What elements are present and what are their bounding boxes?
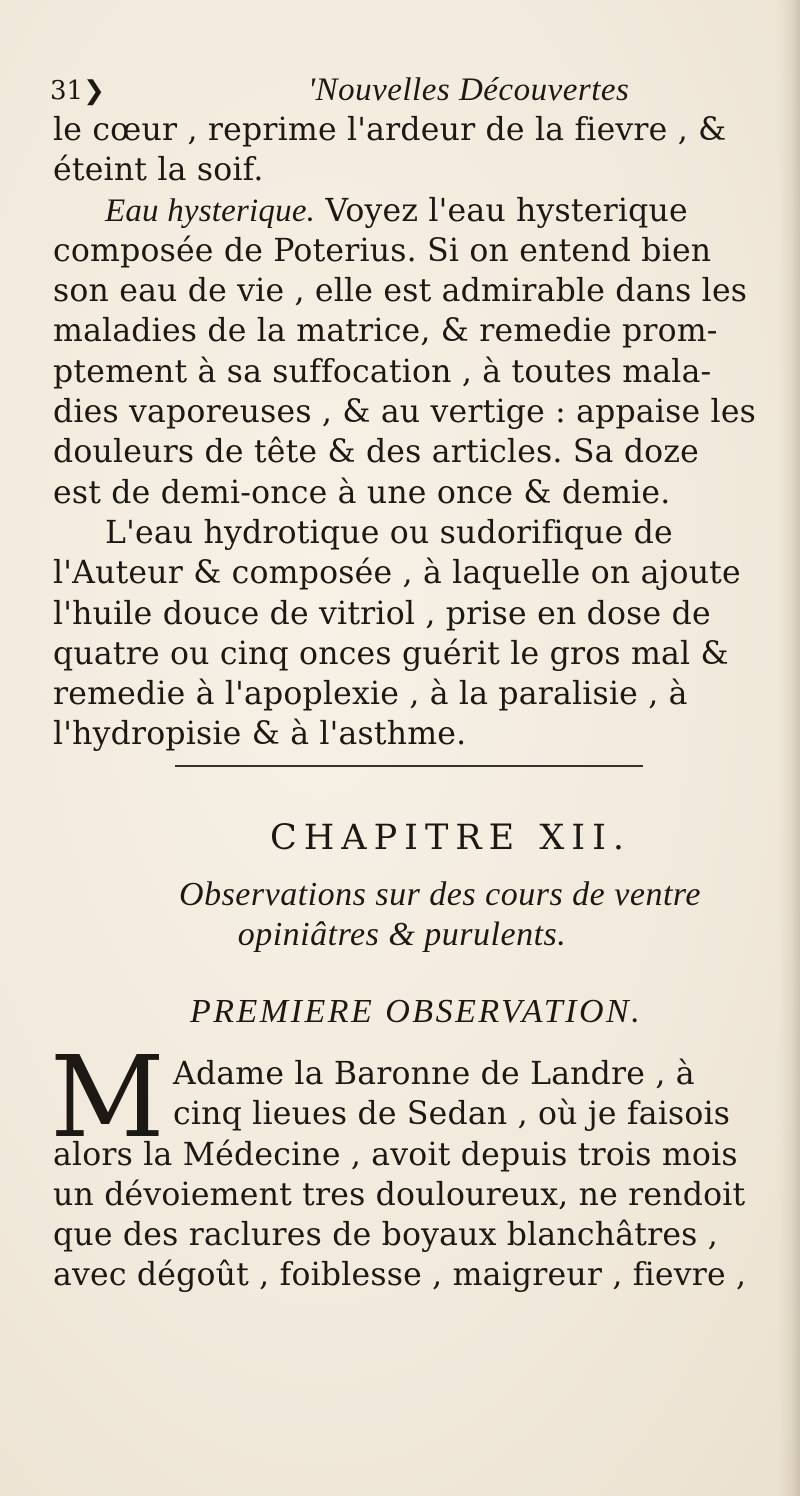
text-line: Adame la Baronne de Landre , à — [173, 1056, 695, 1092]
text-line: que des raclures de boyaux blanchâtres , — [53, 1217, 718, 1254]
observation-title: PREMIERE OBSERVATION. — [190, 993, 643, 1030]
main-text-block — [53, 110, 773, 755]
text-line: l'hydropisie & à l'asthme. — [53, 716, 467, 753]
text-line: dies vaporeuses , & au vertige : appaise les — [53, 394, 757, 431]
running-title: 'Nouvelles Découvertes — [308, 72, 630, 108]
text-line: avec dégoût , foiblesse , maigreur , fievre , — [53, 1257, 747, 1294]
text-line: un dévoiement tres douloureux, ne rendoit — [53, 1176, 746, 1213]
chapter-subtitle — [0, 875, 800, 955]
section-divider — [175, 765, 643, 767]
text-line: remedie à l'apoplexie , à la paralisie , à — [53, 676, 688, 713]
text-line: ptement à sa suffocation , à toutes mala- — [53, 353, 712, 390]
text-line: maladies de la matrice, & remedie prom- — [53, 313, 718, 350]
text-line: cinq lieues de Sedan , où je faisois — [173, 1096, 731, 1133]
eau-hysterique-heading-line — [53, 191, 773, 231]
drop-cap: M — [50, 1033, 165, 1163]
text-line: douleurs de tête & des articles. Sa doze — [53, 434, 699, 471]
text-line: est de demi-once à une once & demie. — [53, 474, 671, 511]
text-line: le cœur , reprime l'ardeur de la fievre , & — [53, 112, 727, 148]
text-line: L'eau hydrotique ou sudorifique de — [105, 514, 673, 551]
eau-hysterique-term: Eau hysterique. — [105, 192, 316, 229]
text-line: l'Auteur & composée , à laquelle on ajoute — [53, 555, 741, 592]
text-line: alors la Médecine , avoit depuis trois mois — [53, 1136, 738, 1173]
text-line-rest: Voyez l'eau hysterique — [315, 192, 688, 229]
chapter-subtitle-line: Observations sur des cours de ventre — [179, 876, 701, 913]
text-line: l'huile douce de vitriol , prise en dose de — [53, 595, 711, 632]
observation-text — [53, 1054, 773, 1296]
text-line: composée de Poterius. Si on entend bien — [53, 232, 712, 269]
page-header — [50, 72, 750, 112]
chapter-subtitle-line: opiniâtres & purulents. — [237, 916, 567, 953]
text-line: éteint la soif. — [53, 152, 264, 189]
page-number: 31❯ — [50, 76, 105, 106]
chapter-heading: CHAPITRE XII. — [270, 818, 632, 858]
text-line: son eau de vie , elle est admirable dans les — [53, 273, 748, 310]
page-gutter-shadow — [778, 0, 800, 1496]
text-line: quatre ou cinq onces guérit le gros mal & — [53, 635, 729, 672]
